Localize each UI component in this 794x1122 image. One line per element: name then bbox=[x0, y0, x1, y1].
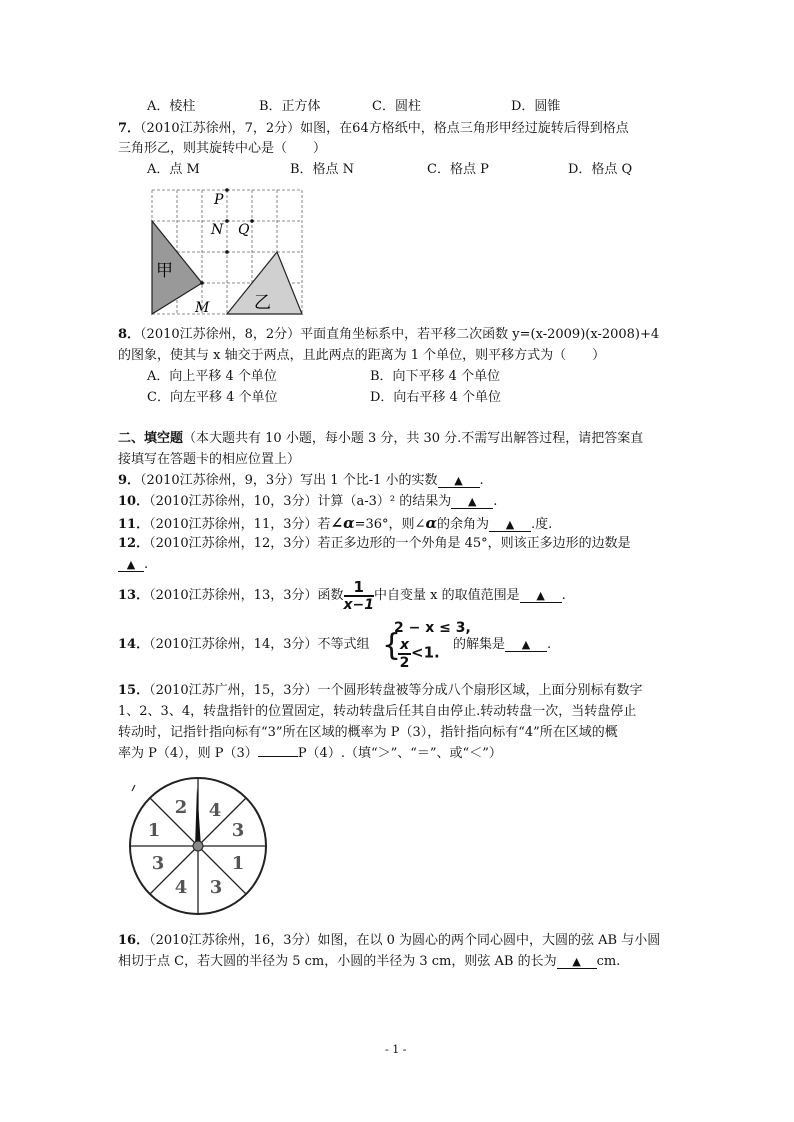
q7-text1: （2010江苏徐州，7，2分）如图，在64方格纸中，格点三角形甲经过旋转后得到格点 bbox=[140, 121, 629, 136]
q6-option-d: D．圆锥 bbox=[511, 99, 561, 114]
q8-option-a: A．向上平移 4 个单位 bbox=[147, 369, 277, 384]
q10-answer-blank: ▲ bbox=[451, 496, 493, 509]
section2-title: 二、填空题 bbox=[118, 431, 184, 446]
q15-line2: 1、2、3、4，转盘指针的位置固定，转动转盘后任其自由停止.转动转盘一次，当转盘停止 bbox=[118, 704, 637, 719]
q16-line2: 相切于点 C，若大圆的半径为 5 cm，小圆的半径为 3 cm，则弦 AB 的长为 ▲ cm. bbox=[118, 954, 621, 969]
q15-answer-blank bbox=[258, 756, 298, 757]
q8-line1 bbox=[118, 327, 659, 343]
q11: 11．（2010江苏徐州，11，3分）若∠α=36°，则∠α的余角为 ▲ .度. bbox=[118, 514, 553, 532]
q7-number: 7． bbox=[118, 121, 141, 136]
q8-option-d: D．向右平移 4 个单位 bbox=[370, 390, 501, 405]
q12-answer-blank: ▲ bbox=[118, 559, 144, 572]
label-q: Q bbox=[238, 222, 250, 238]
q9: 9．（2010江苏徐州，9，3分）写出 1 个比-1 小的实数 ▲ . bbox=[118, 473, 484, 488]
q7-grid-figure bbox=[150, 188, 310, 318]
wheel-sector-7: 3 bbox=[151, 853, 165, 874]
wheel-sector-8: 1 bbox=[147, 820, 161, 841]
q7-line1 bbox=[118, 121, 629, 137]
q10: 10．（2010江苏徐州，10，3分）计算（a-3）² 的结果为 ▲ . bbox=[118, 494, 498, 509]
page-number: - 1 - bbox=[385, 1043, 407, 1056]
q14-ineq1: 2 − x ≤ 3, bbox=[394, 620, 471, 636]
q8-line2: 的图象，使其与 x 轴交于两点，且此两点的距离为 1 个单位，则平移方式为（ ） bbox=[118, 348, 606, 363]
wheel-sector-3: 3 bbox=[231, 820, 245, 841]
q6-option-c: C．圆柱 bbox=[372, 99, 421, 114]
q11-answer-blank: ▲ bbox=[489, 519, 531, 532]
q7-option-d: D．格点 Q bbox=[568, 162, 633, 177]
q13-answer-blank: ▲ bbox=[520, 590, 562, 603]
section2-line2: 接填写在答题卡的相应位置上） bbox=[118, 452, 301, 467]
label-p: P bbox=[214, 192, 224, 208]
q8-number: 8． bbox=[118, 327, 141, 342]
spinner-wheel bbox=[124, 775, 274, 921]
label-yi: 乙 bbox=[254, 293, 271, 313]
q12-line1: 12．（2010江苏徐州，12，3分）若正多边形的一个外角是 45°，则该正多边形的边数是 bbox=[118, 536, 631, 551]
q8-text1: （2010江苏徐州，8，2分）平面直角坐标系中，若平移二次函数 y=(x-2009)(x-2008)+4 bbox=[140, 327, 660, 342]
q7-option-b: B．格点 N bbox=[290, 162, 355, 177]
q6-option-a: A．棱柱 bbox=[147, 99, 196, 114]
q8-option-c: C．向左平移 4 个单位 bbox=[147, 390, 278, 405]
wheel-sector-6: 4 bbox=[174, 877, 188, 898]
q15-line4: 率为 P（4），则 P（3） P（4）.（填“＞”、“＝”、或“＜”） bbox=[118, 746, 502, 761]
q13-fraction: $\frac{1}{x-1}$ bbox=[343, 577, 375, 613]
q14-brace: { bbox=[382, 628, 402, 663]
wheel-sector-1: 2 bbox=[174, 797, 188, 818]
q6-option-b: B．正方体 bbox=[259, 99, 321, 114]
q7-option-c: C．格点 P bbox=[427, 162, 489, 177]
q7-line2: 三角形乙，则其旋转中心是（ ） bbox=[118, 141, 327, 156]
q16-answer-blank: ▲ bbox=[557, 956, 597, 969]
label-jia: 甲 bbox=[156, 261, 173, 281]
label-n: N bbox=[211, 222, 224, 238]
q8-option-b: B．向下平移 4 个单位 bbox=[370, 369, 501, 384]
q15-line1: 15．（2010江苏广州，15，3分）一个圆形转盘被等分成八个扇形区域，上面分别标有数字 bbox=[118, 683, 643, 698]
q14-tail: 的解集是 ▲ . bbox=[453, 637, 552, 652]
wheel-sector-2: 4 bbox=[208, 800, 222, 821]
q15-line3: 转动时，记指针指向标有“3”所在区域的概率为 P（3），指针指向标有“4”所在区域的概 bbox=[118, 725, 618, 740]
label-m: M bbox=[195, 300, 210, 316]
q16-line1: 16．（2010江苏徐州，16，3分）如图，在以 0 为圆心的两个同心圆中，大圆的弦 AB 与小圆 bbox=[118, 933, 661, 948]
q7-option-a: A．点 M bbox=[147, 162, 200, 177]
q14-answer-blank: ▲ bbox=[505, 639, 547, 652]
q12-line2: ▲ . bbox=[118, 557, 148, 573]
section2-line1 bbox=[118, 431, 643, 447]
q9-answer-blank: ▲ bbox=[438, 475, 480, 488]
wheel-sector-5: 3 bbox=[209, 877, 223, 898]
q13: 13．（2010江苏徐州，13，3分）函数 $\frac{1}{x-1}$ 中自变量 x 的取值范围是 ▲ . bbox=[118, 577, 566, 613]
wheel-sector-4: 1 bbox=[231, 853, 245, 874]
q14-ineq2: $\frac{x}{2}$ <1. bbox=[399, 637, 440, 671]
q14-text: 14．（2010江苏徐州，14，3分）不等式组 bbox=[118, 637, 370, 652]
section2-desc1: （本大题共有 10 小题，每小题 3 分，共 30 分.不需写出解答过程，请把答案直 bbox=[183, 431, 644, 446]
